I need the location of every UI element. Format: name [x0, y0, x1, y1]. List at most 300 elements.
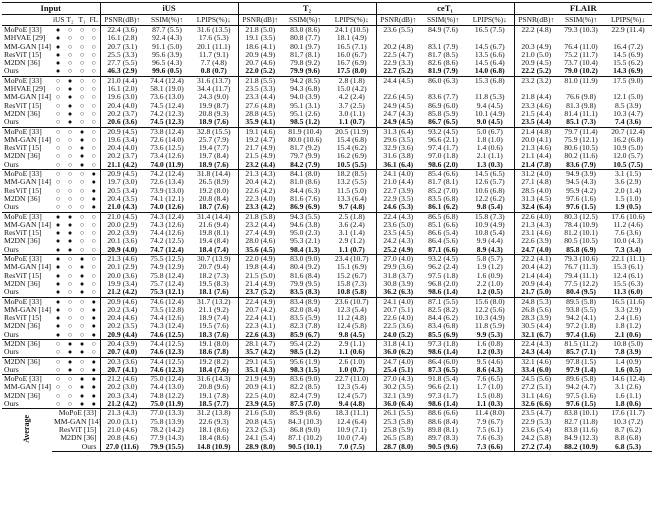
metric-cell: 14.5 (6.5) [474, 169, 505, 179]
table-row [2, 280, 652, 288]
metric-cell: 98.6 (1.4) [420, 348, 466, 357]
metric-cell: 87.3 (6.5) [420, 366, 466, 375]
input-indicator: ● [88, 400, 100, 409]
metric-cell: 21.0 (4.3) [100, 203, 144, 212]
input-indicator: ○ [91, 271, 96, 280]
metric-cell: 2.4 (1.6) [615, 313, 641, 323]
input-indicator: ○ [79, 34, 85, 43]
metric-cell: 86.4 (5.6) [428, 236, 458, 246]
input-indicator: ○ [88, 288, 100, 297]
input-indicator: ○ [76, 246, 88, 255]
input-indicator: ○ [67, 152, 73, 161]
metric-cell: 21.8 (4.4) [514, 93, 558, 101]
input-indicator: ○ [67, 375, 73, 384]
input-indicator: ● [79, 127, 85, 136]
input-indicator: ● [88, 203, 100, 212]
metric-cell: 75.8 (12.4) [150, 270, 184, 280]
method-name: MM-GAN [14] [54, 416, 102, 426]
metric-cell: 80.0 (10.6) [288, 134, 322, 144]
metric-cell: 24.2 (5.8) [514, 434, 558, 442]
input-indicator: ○ [55, 127, 61, 136]
input-indicator: ● [55, 237, 61, 246]
metric-cell: 3.7 (2.5) [338, 100, 365, 110]
metric-cell: 17.5 (8.0) [328, 67, 376, 76]
metric-cell: 36.1 (6.4) [376, 161, 420, 170]
input-col-t2: T₂ [64, 15, 76, 26]
metric-cell: 22.4 (4.3) [376, 212, 420, 221]
metric-cell: 14.5 (6.9) [613, 49, 643, 59]
metric-psnr: PSNR(dB)↑ [100, 15, 144, 26]
input-indicator: ○ [67, 178, 73, 187]
metric-cell: 75.0 (12.4) [150, 374, 184, 384]
table-row [2, 348, 652, 357]
metric-cell: 2.9 (1.1) [338, 338, 365, 348]
metric-cell: 24.9 (4.5) [376, 102, 420, 110]
input-indicator: ○ [67, 383, 73, 392]
metric-psnr: PSNR(dB)↑ [514, 15, 558, 26]
metric-cell: 2.8 (1.8) [338, 75, 365, 85]
metric-cell: 17.6 (10.6) [611, 211, 645, 221]
metric-cell: 16.5 (11.6) [611, 296, 645, 306]
input-indicator: ○ [55, 186, 61, 195]
metric-cell: 82.7 (11.8) [564, 416, 598, 426]
method-name: MoPoE [33] [4, 374, 42, 384]
input-indicator: ○ [67, 186, 73, 195]
metric-cell: 11.8 (5.3) [475, 92, 505, 102]
metric-cell: 81.4 (11.1) [564, 108, 598, 118]
table-row [2, 110, 652, 118]
input-indicator: ○ [79, 186, 85, 195]
metric-cell: 15.5 (6.2) [613, 58, 643, 68]
metric-cell: 83.4 (6.8) [428, 321, 458, 331]
table-row [2, 272, 652, 280]
metric-cell: 19.7 (3.0) [100, 178, 144, 186]
metric-cell: 7.4 (3.6) [604, 118, 652, 127]
input-indicator: ○ [52, 348, 64, 357]
metric-cell: 18.9 (7.6) [190, 118, 238, 127]
metric-cell: 1.6 (0.8) [476, 338, 503, 348]
metric-cell: 21.3 (4.6) [514, 144, 558, 152]
input-indicator: ○ [79, 109, 85, 118]
metric-cell: 25.5 (3.3) [100, 51, 144, 59]
metric-cell: 97.5 (1.6) [566, 390, 596, 400]
metric-cell: 23.2 (4.4) [238, 161, 282, 170]
metric-cell: 81.7 (8.1) [428, 177, 458, 187]
metric-cell: 27.7 (5.5) [100, 59, 144, 67]
metric-cell: 80.4 (9.2) [290, 262, 320, 272]
metric-cell: 82.5 (8.2) [428, 304, 458, 314]
metric-cell: 18.3 (7.6) [190, 331, 238, 340]
metric-cell: 79.4 (11.1) [564, 270, 598, 280]
metric-cell: 14.5 (6.4) [474, 58, 505, 68]
input-indicator: ○ [91, 255, 96, 264]
input-indicator: ○ [55, 375, 61, 384]
metric-cell: 18.1 (8.6) [198, 424, 229, 434]
metric-cell: 28.3 (3.9) [514, 314, 558, 322]
metric-cell: 84.1 (8.0) [290, 169, 320, 179]
input-indicator: ○ [79, 101, 85, 110]
table-row [2, 51, 652, 59]
metric-cell: 16.2 (6.9) [336, 151, 367, 161]
method-name: ResViT [15] [4, 100, 42, 110]
metric-cell: 5.0 (6.7) [476, 126, 503, 136]
metric-cell: 58.1 (19.0) [150, 84, 184, 94]
metric-cell: 21.5 (4.4) [514, 110, 558, 118]
metric-cell: 2.9 (1.2) [338, 236, 365, 246]
input-indicator: ○ [52, 400, 64, 409]
metric-cell: 94.2 (4.7) [566, 382, 596, 392]
metric-cell: 76.7 (11.3) [564, 262, 598, 272]
metric-cell: 20.6 (3.6) [100, 118, 144, 127]
input-indicator: ○ [52, 118, 64, 127]
method-name: ResViT [15] [4, 270, 42, 280]
metric-cell: 22.6 (4.0) [376, 314, 420, 322]
metric-cell: 15.2 (6.7) [336, 270, 367, 280]
input-indicator: ○ [67, 322, 73, 331]
metric-cell: 19.1 (8.0) [198, 338, 229, 348]
metric-cell: 10.3 (4.7) [613, 108, 643, 118]
input-indicator: ● [91, 186, 96, 195]
metric-cell: 20.2 (4.8) [376, 43, 420, 51]
metric-cell: 7.9 (6.7) [476, 416, 503, 426]
metric-cell: 12.0 (5.7) [613, 151, 643, 161]
metric-cell: 25.3 (5.8) [376, 418, 420, 426]
metric-cell: 83.1 (7.9) [428, 41, 458, 51]
input-indicator: ● [91, 194, 96, 203]
metric-cell: 19.1 (4.6) [238, 127, 282, 136]
method-header [2, 15, 52, 26]
metric-cell: 86.7 (6.5) [420, 118, 466, 127]
input-indicator: ○ [67, 34, 73, 43]
metric-cell: 20.9 (4.5) [100, 127, 144, 136]
input-indicator: ● [67, 76, 73, 85]
metric-cell: 94.2 (4.1) [566, 313, 596, 323]
metric-cell: 97.4 (1.6) [558, 331, 604, 340]
method-name: Ours [2, 67, 52, 76]
metric-cell: 74.7 (12.4) [144, 246, 190, 255]
metric-cell: 84.9 (7.6) [428, 25, 458, 34]
metric-cell: 81.9 (10.4) [288, 126, 322, 136]
input-indicator: ○ [76, 118, 88, 127]
input-indicator: ● [79, 144, 85, 153]
metric-cell: 27.6 (4.8) [238, 102, 282, 110]
metric-cell: 1.8 (0.6) [604, 400, 652, 409]
metric-cell: 20.0 (3.6) [100, 272, 144, 280]
metric-cell: 74.6 (12.4) [150, 296, 184, 306]
input-indicator: ○ [88, 246, 100, 255]
metric-cell: 18.6 (7.8) [190, 348, 238, 357]
metric-cell: 86.1 (6.2) [420, 203, 466, 212]
input-indicator: ○ [91, 34, 96, 43]
input-indicator: ○ [88, 118, 100, 127]
input-indicator: ○ [88, 67, 100, 76]
metric-cell: 74.9 (12.9) [150, 262, 184, 272]
metric-cell: 86.6 (5.4) [428, 228, 458, 238]
table-row [2, 357, 652, 366]
metric-cell: 21.4 (4.9) [238, 280, 282, 288]
input-indicator: ● [67, 339, 73, 348]
metric-cell: 22.9 (3.3) [376, 59, 420, 67]
metric-cell: 7.0 (7.5) [328, 443, 376, 452]
input-indicator: ● [67, 237, 73, 246]
metric-cell: 36.0 (6.4) [376, 400, 420, 409]
metric-cell: 88.2 (10.9) [558, 443, 604, 452]
metric-cell: 4.2 (2.4) [338, 92, 365, 102]
metric-cell: 79.0 (10.2) [558, 67, 604, 76]
metric-cell: 74.6 (12.3) [144, 366, 190, 375]
input-indicator: ○ [55, 152, 61, 161]
method-name: M2DN [36] [4, 193, 41, 203]
input-indicator: ● [91, 383, 96, 392]
metric-cell: 22.5 (4.7) [376, 51, 420, 59]
input-indicator: ● [79, 152, 85, 161]
modality-header-flair: FLAIR [514, 3, 652, 15]
metric-cell: 19.9 (8.7) [198, 100, 229, 110]
metric-cell: 73.8 (12.4) [150, 126, 184, 136]
metric-cell: 11.2 (4.6) [613, 219, 643, 229]
metric-cell: 73.6 (13.0) [150, 92, 184, 102]
metric-cell: 21.9 (4.9) [238, 375, 282, 384]
table-row [2, 203, 652, 212]
input-indicator: ○ [91, 59, 96, 68]
metric-cell: 85.2 (7.0) [428, 185, 458, 195]
method-name: Ours [2, 366, 52, 375]
metric-cell: 19.6 (3.0) [100, 93, 144, 101]
metric-cell: 31.7 (13.2) [196, 296, 231, 306]
input-indicator: ○ [76, 331, 88, 340]
metric-cell: 97.0 (1.8) [428, 151, 458, 161]
input-indicator: ○ [67, 255, 73, 264]
metric-cell: 18.5 (7.7) [190, 400, 238, 409]
metric-cell: 2.1 (0.6) [604, 331, 652, 340]
metric-cell: 20.2 (3.9) [100, 229, 144, 237]
metric-cell: 20.2 (3.7) [100, 152, 144, 160]
metric-cell: 22.4 (4.9) [238, 297, 282, 306]
metric-cell: 11.5 (5.0) [337, 185, 367, 195]
metric-cell: 29.1 (4.5) [238, 357, 282, 366]
table-row [2, 170, 652, 179]
average-row [2, 434, 652, 442]
metric-cell: 23.2 (3.2) [514, 76, 558, 85]
metric-cell: 74.2 (12.5) [150, 236, 184, 246]
input-indicator: ○ [55, 101, 61, 110]
metric-cell: 7.7 (4.8) [200, 58, 227, 68]
metric-cell: 79.9 (15.5) [144, 443, 190, 452]
metric-cell: 87.5 (7.0) [282, 400, 328, 409]
input-indicator: ● [64, 348, 76, 357]
metric-cell: 16.5 (7.5) [474, 25, 505, 34]
metric-cell: 22.2 (4.8) [514, 26, 558, 35]
input-indicator: ● [64, 118, 76, 127]
table-row [2, 93, 652, 101]
table-row [2, 366, 652, 375]
metric-cell: 74.6 (12.3) [144, 348, 190, 357]
input-indicator: ○ [55, 383, 61, 392]
input-indicator: ● [76, 161, 88, 170]
metric-cell: 29.9 (3.6) [376, 263, 420, 271]
metric-cell: 31.8 (3.7) [376, 272, 420, 280]
metric-cell: 1.6 (0.9) [476, 270, 503, 280]
metric-cell: 94.2 (8.5) [290, 75, 320, 85]
input-indicator: ○ [64, 331, 76, 340]
metric-cell: 18.2 (7.3) [198, 270, 229, 280]
metric-cell: 1.6 (0.5) [604, 366, 652, 375]
metric-cell: 94.5 (4.3) [566, 177, 596, 187]
metric-cell: 74.4 (12.4) [150, 75, 184, 85]
input-indicator: ● [55, 42, 61, 51]
input-indicator: ○ [67, 127, 73, 136]
metric-cell: 81.7 (9.2) [290, 143, 320, 153]
metric-cell: 15.6 (8.0) [474, 296, 505, 306]
input-indicator: ● [55, 263, 61, 272]
input-indicator: ○ [91, 26, 96, 34]
table-row [2, 67, 652, 76]
method-name: ResViT [15] [4, 185, 42, 195]
metric-cell: 94.0 (3.9) [290, 92, 320, 102]
metric-cell: 83.0 (9.0) [290, 254, 320, 264]
metric-cell: 23.5 (3.3) [238, 85, 282, 93]
metric-cell: 13.3 (6.4) [336, 193, 367, 203]
table-row [2, 102, 652, 110]
metric-cell: 89.6 (5.8) [566, 374, 596, 384]
input-indicator: ○ [88, 161, 100, 170]
metric-cell: 31.6 (13.7) [196, 75, 231, 85]
table-row [2, 195, 652, 203]
metric-cell: 31.1 (4.6) [514, 392, 558, 400]
metric-cell: 21.3 (4.3) [238, 170, 282, 179]
input-indicator: ○ [67, 263, 73, 272]
input-indicator: ○ [67, 305, 73, 314]
metric-cell: 10.5 (5.5) [328, 161, 376, 170]
table-row [2, 26, 652, 35]
metric-cell: 15.1 (6.9) [336, 262, 367, 272]
metric-cell: 76.4 (11.0) [564, 41, 598, 51]
metric-cell: 1.5 (1.0) [615, 193, 641, 203]
metric-cell: 14.0 (6.8) [466, 67, 514, 76]
input-indicator: ● [79, 255, 85, 264]
metric-cell: 85.1 (6.6) [428, 219, 458, 229]
method-name: ResViT [15] [58, 424, 97, 434]
input-indicator: ● [79, 271, 85, 280]
input-indicator: ● [67, 101, 73, 110]
table-row [2, 152, 652, 160]
method-name: ResViT [15] [4, 143, 42, 153]
metric-cell: 20.5 (11.9) [335, 126, 369, 136]
metric-cell: 22.0 (4.9) [238, 255, 282, 264]
metric-cell: 1.1 (0.6) [328, 348, 376, 357]
metric-cell: 2.0 (1.4) [615, 185, 641, 195]
metric-cell: 31.4 (14.4) [196, 211, 231, 221]
method-name: MM-GAN [14] [4, 304, 52, 314]
metric-cell: 24.1 (5.4) [238, 434, 282, 442]
input-indicator: ● [55, 59, 61, 68]
metric-cell: 88.6 (6.6) [428, 408, 458, 418]
metric-cell: 0.8 (0.7) [190, 67, 238, 76]
metric-cell: 20.1 (11.1) [197, 41, 231, 51]
table-row [2, 136, 652, 144]
metric-cell: 97.6 (1.5) [558, 400, 604, 409]
metric-cell: 23.1 (4.6) [514, 229, 558, 237]
metric-cell: 93.2 (4.5) [428, 254, 458, 264]
metric-cell: 22.4 (3.6) [100, 26, 144, 35]
metric-cell: 10.0 (7.4) [336, 433, 367, 443]
metric-cell: 22.6 (4.3) [238, 331, 282, 340]
metric-cell: 20.0 (4.1) [514, 136, 558, 144]
metric-cell: 19.2 (8.0) [198, 185, 229, 195]
metric-cell: 9.5 (4.6) [476, 356, 503, 366]
input-indicator: ● [79, 279, 85, 288]
input-indicator: ○ [79, 229, 85, 238]
input-indicator: ○ [79, 322, 85, 331]
metric-cell: 74.5 (12.4) [150, 100, 184, 110]
metric-cell: 27.0 (4.0) [376, 255, 420, 264]
metric-cell: 90.5 (10.1) [282, 443, 328, 452]
metric-cell: 98.5 (1.2) [282, 118, 328, 127]
metric-cell: 35.7 (4.2) [238, 348, 282, 357]
metric-cell: 85.8 (6.9) [558, 246, 604, 255]
metric-cell: 20.1 (3.6) [100, 237, 144, 245]
input-col-t1: T₁ [76, 15, 88, 26]
metric-cell: 20.0 (2.9) [100, 221, 144, 229]
metric-cell: 1.9 (0.5) [604, 203, 652, 212]
input-indicator: ○ [55, 391, 61, 400]
metric-cell: 12.2 (6.2) [474, 193, 505, 203]
table-row [2, 229, 652, 237]
metric-cell: 74.5 (12.3) [144, 118, 190, 127]
metric-cell: 74.4 (13.0) [150, 382, 184, 392]
metric-cell: 75.5 (12.5) [150, 254, 184, 264]
metric-cell: 20.7 (9.4) [198, 262, 229, 272]
metric-cell: 24.7 (4.0) [376, 357, 420, 366]
metric-cell: 20.4 (3.9) [100, 339, 144, 348]
method-name: M2DN [36] [4, 151, 41, 161]
method-name: M2DN [36] [4, 58, 41, 68]
metric-cell: 19.2 (4.7) [238, 136, 282, 144]
input-indicator: ○ [88, 348, 100, 357]
input-indicator: ● [52, 246, 64, 255]
metric-cell: 21.2 (4.2) [100, 400, 144, 409]
metric-cell: 15.5 (6.3) [613, 278, 643, 288]
metric-cell: 11.8 (5.9) [475, 321, 505, 331]
metric-cell: 79.7 (11.4) [564, 126, 598, 136]
input-indicator: ○ [55, 76, 61, 85]
metric-cell: 14.3 (6.9) [604, 67, 652, 76]
metric-cell: 20.2 (3.5) [100, 322, 144, 330]
input-indicator: ● [52, 67, 64, 76]
metric-cell: 10.8 (5.8) [328, 288, 376, 297]
metric-cell: 1.4 (0.9) [615, 356, 641, 366]
metric-cell: 28.7 (8.0) [376, 443, 420, 452]
metric-cell: 17.5 (9.0) [613, 75, 643, 85]
metric-cell: 15.4 (6.8) [336, 134, 367, 144]
metric-cell: 19.1 (7.8) [198, 390, 229, 400]
metric-cell: 98.3 (1.5) [282, 366, 328, 375]
metric-cell: 90.5 (9.6) [420, 443, 466, 452]
metric-cell: 27.2 (7.4) [514, 443, 558, 452]
metric-cell: 92.4 (4.3) [152, 33, 182, 43]
metric-cell: 25.7 (7.9) [198, 134, 229, 144]
method-name: Ours [52, 443, 100, 452]
metric-cell: 28.1 (4.7) [238, 339, 282, 348]
metric-cell: 74.4 (12.5) [150, 356, 184, 366]
input-indicator: ○ [55, 170, 61, 179]
input-indicator: ○ [55, 144, 61, 153]
table-row [2, 34, 652, 42]
metric-cell: 20.7 (4.6) [238, 59, 282, 67]
metric-cell: 85.9 (8.6) [290, 408, 320, 418]
input-indicator: ○ [67, 194, 73, 203]
metric-cell: 77.5 (12.2) [564, 278, 598, 288]
